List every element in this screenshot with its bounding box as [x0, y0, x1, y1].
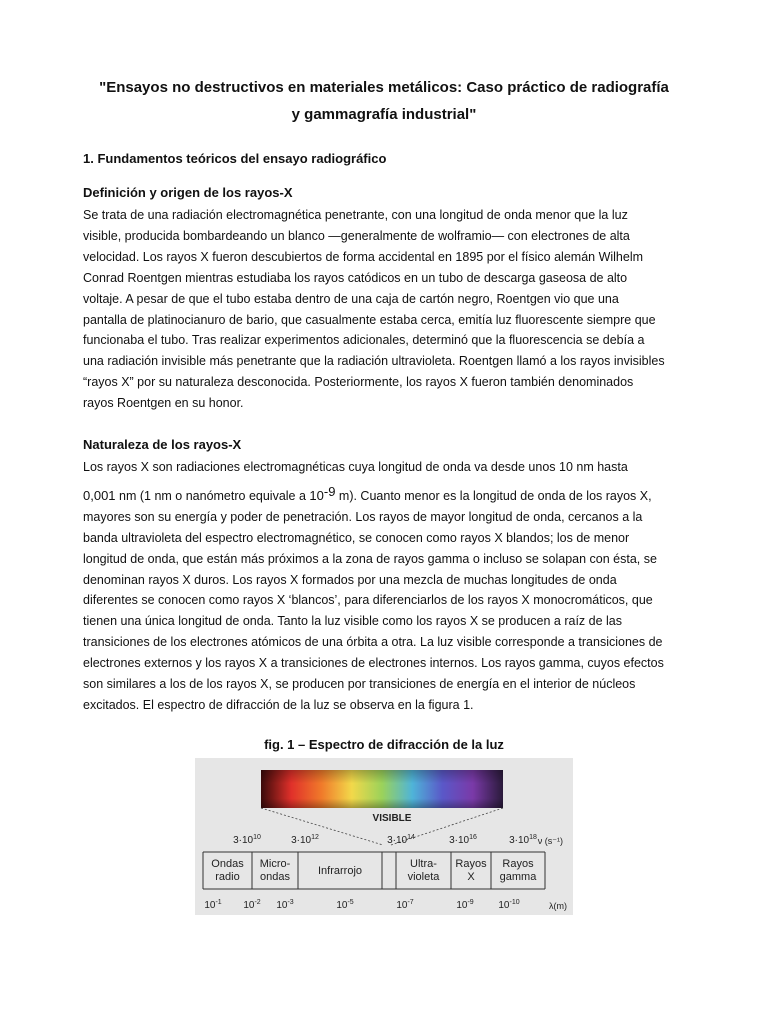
wavelength-tick-label-base: 10 — [276, 900, 288, 911]
wavelength-tick-label-exponent: -1 — [215, 899, 222, 906]
band-label: Rayos — [502, 858, 534, 870]
frequency-tick-label-base: 3·10 — [291, 835, 312, 846]
wavelength-tick-label-exponent: -3 — [287, 899, 294, 906]
document-title-line-1: "Ensayos no destructivos en materiales metálicos: Caso práctico de radiografía — [99, 79, 669, 96]
visible-spectrum-shading — [261, 770, 503, 808]
band-label: Micro- — [259, 858, 291, 870]
frequency-tick-label-exponent: 12 — [311, 834, 319, 841]
band-label: violeta — [407, 871, 440, 883]
wavelength-tick-label-exponent: -9 — [467, 899, 474, 906]
subsection-heading-naturaleza: Naturaleza de los rayos-X — [83, 437, 242, 452]
wavelength-tick-label-exponent: -7 — [407, 899, 414, 906]
band-label: radio — [215, 871, 240, 883]
paragraph-line: diferentes se conocen como rayos X ‘blancos’, para diferenciarlos de los rayos X monocromáticos, que — [83, 593, 653, 608]
band-label: X — [467, 871, 475, 883]
wavelength-tick-label-base: 10 — [243, 900, 255, 911]
paragraph-line: velocidad. Los rayos X fueron descubiertos de forma accidental en 1895 por el físico alemán Wilhelm — [83, 249, 644, 264]
frequency-unit: ν (s⁻¹) — [537, 836, 563, 846]
band-label: Rayos — [455, 858, 487, 870]
text-segment: nm (1 nm o nanómetro equivale a — [115, 488, 310, 503]
paragraph-line: excitados. El espectro de difracción de la luz se observa en la figura 1. — [83, 697, 474, 712]
figure-caption: fig. 1 – Espectro de difracción de la luz — [264, 737, 504, 752]
band-label: Ondas — [211, 858, 244, 870]
paragraph-line: transiciones de los electrones atómicos de una órbita a otra. La luz visible corresponde a transiciones de — [83, 635, 663, 650]
wavelength-tick-label-base: 10 — [204, 900, 216, 911]
band-label: Ultra- — [410, 858, 437, 870]
wavelength-tick-label-base: 10 — [456, 900, 468, 911]
wavelength-unit: λ(m) — [549, 901, 567, 911]
band-label: Infrarrojo — [317, 865, 363, 877]
paragraph-line: electrones externos y los rayos X a transiciones de electrones internos. Los rayos gamma, cuyos efectos — [83, 656, 664, 671]
wavelength-tick-label-exponent: -2 — [254, 899, 261, 906]
subsection-heading-definicion: Definición y origen de los rayos-X — [83, 185, 293, 200]
visible-label: VISIBLE — [372, 813, 412, 824]
frequency-tick-label-exponent: 18 — [529, 834, 537, 841]
frequency-tick-label-base: 3·10 — [509, 835, 530, 846]
paragraph-line: denominan rayos X duros. Los rayos X formados por una mezcla de muchas longitudes de onda — [83, 572, 617, 587]
wavelength-tick-label-base: 10 — [498, 900, 510, 911]
power-exponent: -9 — [323, 483, 336, 499]
frequency-tick-label-exponent: 10 — [253, 834, 261, 841]
paragraph-line: pantalla de platinocianuro de bario, que casualmente estaba cerca, emitía luz fluorescente siempre que — [83, 312, 656, 327]
paragraph-line: Los rayos X son radiaciones electromagnéticas cuya longitud de onda va desde unos 10 nm hasta — [83, 460, 628, 474]
paragraph-line: rayos Roentgen en su honor. — [83, 396, 244, 411]
frequency-tick-label-exponent: 14 — [407, 834, 415, 841]
text-segment: m). Cuanto menor es la longitud de onda de los rayos X, — [335, 488, 652, 503]
spectrum-figure — [195, 758, 573, 915]
frequency-tick-label-exponent: 16 — [469, 834, 477, 841]
paragraph-definicion — [83, 205, 689, 414]
paragraph-line: una radiación invisible más penetrante que la radiación ultravioleta. Roentgen llamó a los rayos invisibles — [83, 354, 665, 369]
paragraph-line: voltaje. A pesar de que el tubo estaba dentro de una caja de cartón negro, Roentgen vio que una — [83, 291, 619, 306]
section-heading: 1. Fundamentos teóricos del ensayo radiográfico — [83, 151, 387, 166]
document-title-line-2: y gammagrafía industrial" — [291, 106, 477, 123]
paragraph-line: Conrad Roentgen mientras estudiaba los rayos catódicos en un tubo de descarga gaseosa de alto — [83, 270, 628, 285]
wavelength-tick-label-exponent: -5 — [347, 899, 354, 906]
power-base: 10 — [309, 487, 324, 503]
document-title — [80, 74, 688, 128]
paragraph-line: son similares a los de los rayos X, se producen por transiciones de energía en el interior de núcleos — [83, 677, 636, 692]
wavelength-tick-label-base: 10 — [396, 900, 408, 911]
band-label: gamma — [499, 871, 537, 883]
frequency-tick-label-base: 3·10 — [387, 835, 408, 846]
paragraph-line: funcionaba el tubo. Tras realizar experimentos adicionales, determinó que la fluorescencia se debía a — [83, 333, 645, 348]
paragraph-line: visible, producida bombardeando un blanco —generalmente de wolframio— con electrones de alta — [83, 228, 630, 243]
paragraph-line: mayores son su energía y poder de penetración. Los rayos de mayor longitud de onda, cercanos a la — [83, 509, 643, 524]
wavelength-tick-label-exponent: -10 — [509, 899, 520, 906]
paragraph-line: banda ultravioleta del espectro electromagnético, se conocen como rayos X blandos; los de menor — [83, 530, 630, 545]
number-text: 0,001 — [83, 487, 116, 503]
paragraph-line: “rayos X” por su naturaleza desconocida. Posteriormente, los rayos X fueron también denominados — [83, 375, 634, 390]
frequency-tick-label-base: 3·10 — [449, 835, 470, 846]
wavelength-tick-label-base: 10 — [336, 900, 348, 911]
band-label: ondas — [260, 871, 290, 883]
paragraph-line: tienen una única longitud de onda. Tanto la luz visible como los rayos X se producen a raíz de las — [83, 614, 622, 629]
spectrum-diagram — [195, 758, 573, 915]
frequency-tick-label-base: 3·10 — [233, 835, 254, 846]
paragraph-line: longitud de onda, que están más próximos a la zona de rayos gamma o incluso se solapan con ésta, se — [83, 551, 657, 566]
paragraph-naturaleza — [83, 457, 689, 716]
paragraph-line-with-exponent — [83, 482, 689, 507]
paragraph-line: Se trata de una radiación electromagnética penetrante, con una longitud de onda menor que la luz — [83, 208, 628, 222]
